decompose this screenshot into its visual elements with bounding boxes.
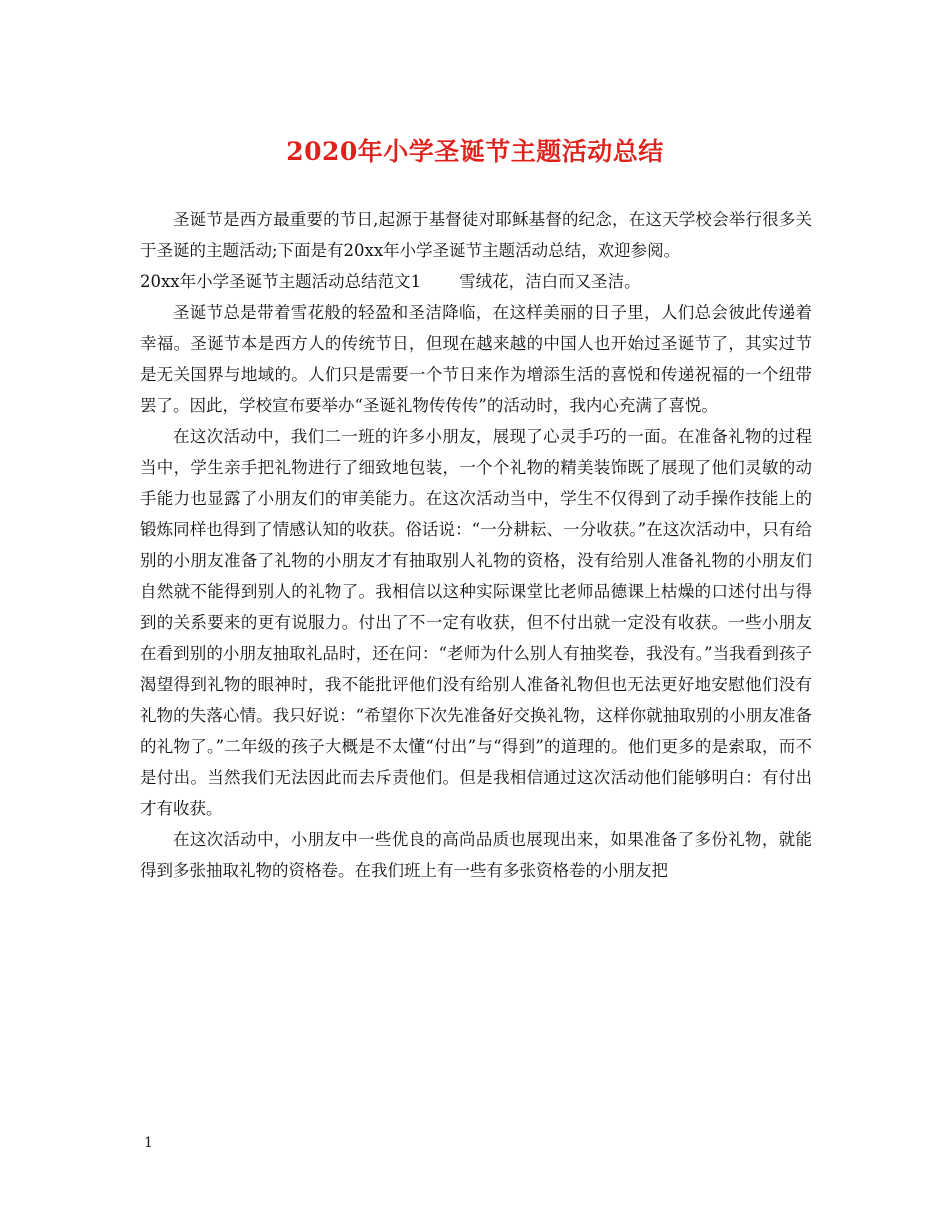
section-heading: 20xx年小学圣诞节主题活动总结范文1 — [140, 272, 422, 291]
body-paragraph: 圣诞节总是带着雪花般的轻盈和圣洁降临，在这样美丽的日子里，人们总会彼此传递着幸福。圣诞节本是西方人的传统节日，但现在越来越的中国人也开始过圣诞节了，其实过节是无关国界与地域的。人们只是需要一个节日来作为增添生活的喜悦和传递祝福的一个纽带罢了。因此，学校宣布要举办“圣诞礼物传传传”的活动时，我内心充满了喜悦。 — [140, 303, 812, 415]
intro-paragraph: 圣诞节是西方最重要的节日,起源于基督徒对耶稣基督的纪念，在这天学校会举行很多关于圣诞的主题活动;下面是有20xx年小学圣诞节主题活动总结，欢迎参阅。 — [140, 210, 812, 260]
section-heading-line — [140, 266, 812, 297]
document-title: 2020年小学圣诞节主题活动总结 — [286, 137, 664, 166]
page-number: 1 — [144, 1135, 153, 1151]
body-paragraph: 在这次活动中，我们二一班的许多小朋友，展现了心灵手巧的一面。在准备礼物的过程当中，学生亲手把礼物进行了细致地包装，一个个礼物的精美装饰既了展现了他们灵敏的动手能力也显露了小朋友们的审美能力。在这次活动当中，学生不仅得到了动手操作技能上的锻炼同样也得到了情感认知的收获。俗话说：“一分耕耘、一分收获。”在这次活动中，只有给别的小朋友准备了礼物的小朋友才有抽取别人礼物的资格，没有给别人准备礼物的小朋友们自然就不能得到别人的礼物了。我相信以这种实际课堂比老师品德课上枯燥的口述付出与得到的关系要来的更有说服力。付出了不一定有收获，但不付出就一定没有收获。一些小朋友在看到别的小朋友抽取礼品时，还在问：“老师为什么别人有抽奖卷，我没有。”当我看到孩子渴望得到礼物的眼神时，我不能批评他们没有给别人准备礼物但也无法更好地安慰他们没有礼物的失落心情。我只好说：“希望你下次先准备好交换礼物，这样你就抽取别的小朋友准备的礼物了。”二年级的孩子大概是不太懂“付出”与“得到”的道理的。他们更多的是索取，而不是付出。当然我们无法因此而去斥责他们。但是我相信通过这次活动他们能够明白：有付出才有收获。 — [140, 427, 812, 818]
document-body — [140, 204, 812, 886]
section-heading-tail: 雪绒花，洁白而又圣洁。 — [459, 272, 641, 291]
body-paragraph: 在这次活动中，小朋友中一些优良的高尚品质也展现出来，如果准备了多份礼物，就能得到多张抽取礼物的资格卷。在我们班上有一些有多张资格卷的小朋友把 — [140, 830, 812, 880]
